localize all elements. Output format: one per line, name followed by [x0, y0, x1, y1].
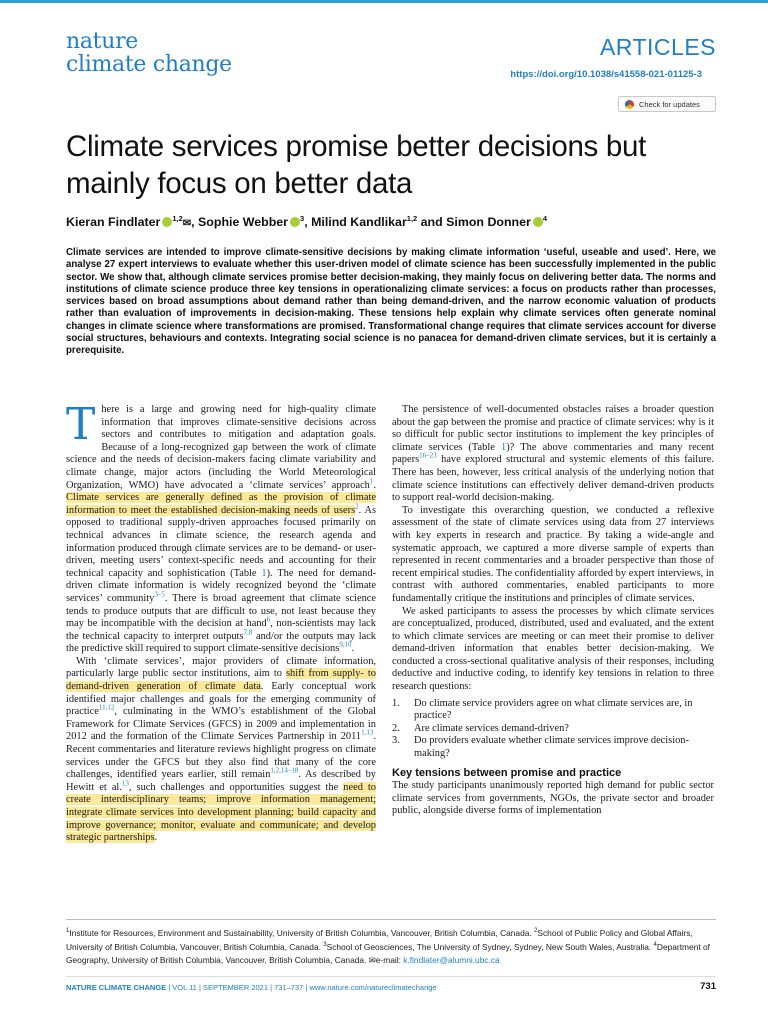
citation-ref[interactable]: 7,8 [243, 628, 253, 637]
question-item [392, 723, 714, 736]
body-column-right [392, 404, 714, 818]
page-footer [66, 983, 716, 992]
envelope-icon: ✉ [368, 954, 376, 965]
affiliation-text: Department of Geography, University of British Columbia, Vancouver, British Columbia, Canada. [66, 942, 710, 965]
table-link[interactable]: 1 [501, 441, 507, 453]
author-name[interactable]: Kieran Findlater [66, 215, 161, 230]
section-heading: Key tensions between promise and practice [392, 766, 622, 779]
affiliation-text: School of Public Policy and Global Affairs, University of British Columbia, Vancouver, British Columbia, Canada. [66, 927, 693, 953]
highlighted-text: shift from supply- to demand-driven generation of climate data [66, 668, 377, 693]
citation-ref[interactable]: 1 [369, 477, 374, 486]
crossmark-icon [625, 100, 634, 109]
section-label: ARTICLES [599, 34, 716, 60]
author-affiliation: 4 [542, 214, 547, 223]
body-paragraph: The study participants unanimously reported high demand for public sector climate services from governments, NGOs, the private sector and broader public, alongside diverse forms of implementation [392, 780, 714, 817]
citation-ref[interactable]: 3–5 [154, 590, 165, 599]
journal-logo-line2: climate change [66, 52, 232, 77]
citation-ref[interactable]: 1,13 [361, 728, 374, 737]
article-title: Climate services promise better decisions but mainly focus on better data [66, 130, 647, 200]
top-accent-rule [0, 0, 768, 3]
affiliation-number: 1 [66, 928, 70, 934]
body-paragraph: The persistence of well-documented obstacles raises a broader question about the gap between the promise and practice of climate services: why is it so difficult for public sector institutions to implement the key principles of climate services (Table 1)? The above commentaries and many recent papers$^{16-23}$ have explored structural and systemic elements of this failure. There has been, however, less critical analysis of the underlying notion that climate science institutions can effectively deliver demand-driven products to support real-world decision-making. [392, 404, 714, 504]
body-column-left [66, 399, 377, 845]
question-item [392, 735, 714, 760]
author-name[interactable]: Sophie Webber [198, 215, 289, 230]
question-number: 2. [392, 722, 400, 734]
author-name[interactable]: Simon Donner [446, 215, 531, 230]
author-affiliation: 3 [300, 214, 305, 223]
highlighted-text: need to create interdisciplinary teams; improve information management; integrate climate services into development planning; build capacity and improve governance; monitor, evaluate and communicate; and develop strategic partnerships [66, 781, 376, 844]
citation-ref[interactable]: 1,2,14–18 [270, 766, 299, 775]
citation-ref[interactable]: 16–23 [419, 451, 437, 460]
question-text: Are climate services demand-driven? [414, 722, 569, 734]
affiliation-text: Institute for Resources, Environment and Sustainability, University of British Columbia, Vancouver, British Columbia, Canada. [69, 927, 535, 938]
research-questions-list [392, 698, 714, 761]
citation-ref[interactable]: 2 [355, 502, 359, 511]
footer-divider [66, 976, 716, 977]
envelope-icon[interactable]: ✉ [182, 218, 192, 230]
footer-info: | VOL 11 | SEPTEMBER 2021 | 731–737 | [166, 983, 310, 992]
table-link[interactable]: 1 [261, 567, 267, 579]
footer-journal: NATURE CLIMATE CHANGE [66, 983, 167, 992]
affiliation-text: School of Geosciences, The University of Sydney, Sydney, New South Wales, Australia. [326, 942, 654, 953]
affiliations [66, 925, 716, 966]
question-item [392, 698, 714, 723]
email-label: e-mail: [375, 954, 404, 965]
author-list: Kieran Findlater $^{1,2}$✉, Sophie Webber $^3$, Milind Kandlikar$^{1,2}$ and Simon Donner $^4$ [66, 214, 547, 230]
orcid-icon[interactable] [533, 217, 543, 227]
question-text: Do climate service providers agree on what climate services are, in practice? [414, 697, 693, 722]
author-affiliation: 1,2 [406, 214, 418, 223]
question-number: 1. [392, 697, 400, 709]
drop-cap: T [66, 399, 96, 450]
orcid-icon[interactable] [290, 217, 300, 227]
citation-ref[interactable]: 9,10 [339, 640, 352, 649]
citation-ref[interactable]: 6 [266, 615, 271, 624]
affiliation-number: 3 [323, 942, 327, 949]
question-number: 3. [392, 735, 400, 747]
email-link[interactable]: k.findlater@alumni.ubc.ca [403, 954, 500, 965]
author-affiliation: 1,2 [172, 214, 183, 223]
journal-logo[interactable] [66, 30, 232, 76]
page-number: 731 [700, 981, 716, 992]
body-paragraph: There is a large and growing need for high-quality climate information that improves climate-sensitive decisions across sectors and contributes to mitigation and adaptation goals. Because of a long-recognized gap between the work of climate science and the needs of decision-makers facing climate variability and climate change, major actors (including the World Meteorological Organization, WMO) have advocated a ‘climate services’ approach$^1$. Climate services are generally defined as the provision of climate information to meet the established decision-making needs of users$^2$. As opposed to traditional supply-driven approaches focused primarily on technical advances in climate science, the research agenda and information produced through climate services are to be demand- or user-driven, meeting users’ context-specific needs and accounting for their technical capacity and sophistication (Table 1). The need for demand-driven climate information is widely recognized beyond the ‘climate services’ community$^{3-5}$. There is broad agreement that climate science tends to produce outputs that are difficult to use, not least because they may be incompatible with the decision at hand$^6$, non-scientists may lack the technical capacity to interpret outputs$^{7,8}$ and/or the outputs may lack the predictive skill required to support climate-sensitive decisions$^{9,10}$. [66, 399, 376, 655]
affiliation-number: 4 [653, 942, 657, 949]
affiliation-number: 2 [534, 928, 538, 934]
body-paragraph: We asked participants to assess the processes by which climate services are conceptualized, produced, distributed, used and evaluated, and the extent to which climate services are meeting or can meet their promise to deliver demand-driven information that enables better decision-making. We conducted a cross-sectional qualitative analysis of their responses, including deductive and inductive coding, to identify key tensions in relation to three research questions: [392, 605, 714, 693]
citation-ref[interactable]: 13 [121, 779, 129, 788]
doi-link[interactable]: https://doi.org/10.1038/s41558-021-01125-3 [510, 69, 702, 80]
journal-logo-line1: nature [66, 29, 139, 54]
body-paragraph: To investigate this overarching question, we conducted a reflexive assessment of the state of climate services using data from 27 interviews with key experts in research and practice. By taking a wide-angle and systematic approach, we captured a more diverse sample of experts than represented in recent commentaries and a broader perspective than those of recent empirical studies. The confidentiality afforded by expert interviews, in contrast with authored commentaries, enabled participants to more fundamentally critique the institutions and principles of climate services. [392, 504, 714, 604]
question-text: Do providers evaluate whether climate services improve decision-making? [414, 735, 689, 760]
body-paragraph: With ‘climate services’, major providers of climate information, particularly large public sector institutions, aim to shift from supply- to demand-driven generation of climate data. Early conceptual work identified major challenges and goals for the emerging community of practice$^{11,12}$, culminating in the WMO’s establishment of the Global Framework for Climate Services (GFCS) in 2009 and implementation in 2012 and the formation of the Climate Services Partnership in 2011$^{1,13}$. Recent commentaries and literature reviews highlight progress on climate services under the GFCS but they also find that many of the core challenges, identified years earlier, still remain$^{1,2,14-18}$. As described by Hewitt et al.$^{13}$, such challenges and opportunities suggest the need to create interdisciplinary teams; improve information management; integrate climate services into development planning; build capacity and improve governance; monitor, evaluate and communicate; and develop strategic partnerships. [66, 655, 377, 844]
affiliations-divider [66, 919, 716, 920]
check-for-updates-button[interactable] [618, 96, 716, 112]
highlighted-text: Climate services are generally defined as the provision of climate information to meet the established decision-making needs of users [66, 492, 376, 516]
orcid-icon[interactable] [162, 217, 172, 227]
footer-url[interactable]: www.nature.com/natureclimatechange [309, 983, 437, 992]
check-for-updates-label: Check for updates [639, 99, 700, 109]
citation-ref[interactable]: 11,12 [98, 703, 115, 712]
abstract: Climate services are intended to improve climate-sensitive decisions by making climate information ‘useful, useable and used’. Here, we analyse 27 expert interviews to evaluate whether this user-driven model of climate science has been successfully implemented in the public sector. We show that, although climate services promise better decision-making, they mainly focus on delivering better data. The norms and institutions of climate science produce three key tensions in operationalizing climate services: a focus on products rather than processes, services based on broad assumptions about demand rather than being demand-driven, and the narrow economic valuation of products rather than evaluation of improvements in decision-making. These tensions help explain why climate services often generate nominal changes in climate science where transformations are promised. Transformational change requires that climate services account for diverse social structures, behaviours and contexts. Integrating social science is no panacea for demand-driven climate services, but it is certainly a prerequisite. [66, 247, 716, 357]
author-name[interactable]: Milind Kandlikar [311, 215, 407, 230]
